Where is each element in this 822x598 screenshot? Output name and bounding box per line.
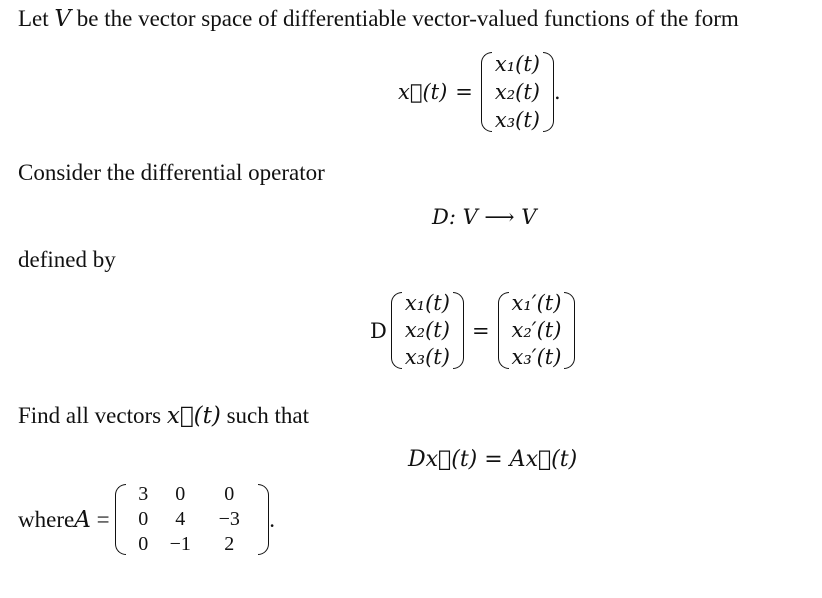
input-entry: x₁(t) [404, 291, 450, 315]
operator-definition: D: V ⟶ V [432, 205, 537, 229]
find-vector: x⃗(t) [166, 403, 221, 429]
matrix-cell: 2 [224, 533, 235, 555]
where-prefix: where [18, 506, 75, 532]
vector-entry: x₃(t) [494, 108, 540, 132]
intro-prefix: Let [18, 6, 55, 31]
vector-entry: x₂(t) [494, 80, 540, 104]
derivative-entry: x₁′(t) [511, 291, 562, 315]
intro-sentence [18, 6, 739, 32]
matrix-cell: 0 [138, 508, 149, 530]
equals-sign: = [90, 506, 116, 532]
period: . [269, 506, 276, 532]
matrix-cell: 0 [175, 483, 186, 505]
vector-entry: x₁(t) [494, 52, 540, 76]
matrix-cell: −3 [218, 508, 240, 530]
find-prefix: Find all vectors [18, 403, 167, 428]
equals-sign: = [455, 80, 473, 104]
vector-lhs: x⃗(t) [398, 80, 448, 104]
matrix-symbol: A [74, 506, 91, 533]
derivative-entry: x₃′(t) [511, 345, 562, 369]
matrix-cell: 4 [175, 508, 186, 530]
matrix-cell: 0 [138, 533, 149, 555]
main-equation: Dx⃗(t) = Ax⃗(t) [408, 447, 578, 472]
input-vector [391, 290, 464, 371]
consider-text: Consider the differential operator [18, 160, 325, 185]
matrix-cell: 0 [224, 483, 235, 505]
vector-definition [398, 50, 561, 134]
intro-suffix: be the vector space of differentiable vector-valued functions of the form [71, 6, 739, 31]
matrix-A [115, 482, 269, 557]
matrix-cell: 3 [138, 483, 149, 505]
space-symbol: V [54, 6, 72, 32]
defined-by-text: defined by [18, 247, 116, 272]
equals-sign: = [471, 318, 490, 343]
matrix-cell: −1 [169, 533, 191, 555]
input-entry: x₃(t) [404, 345, 450, 369]
derivative-vector [498, 290, 576, 371]
operator-symbol: D [370, 318, 387, 343]
input-entry: x₂(t) [404, 318, 450, 342]
where-clause [18, 482, 275, 557]
find-sentence [18, 403, 309, 429]
find-suffix: such that [220, 403, 309, 428]
vector-column [481, 50, 554, 134]
matrix-grid [129, 482, 255, 557]
period: . [553, 80, 561, 104]
operator-rule [370, 290, 575, 371]
derivative-entry: x₂′(t) [511, 318, 562, 342]
